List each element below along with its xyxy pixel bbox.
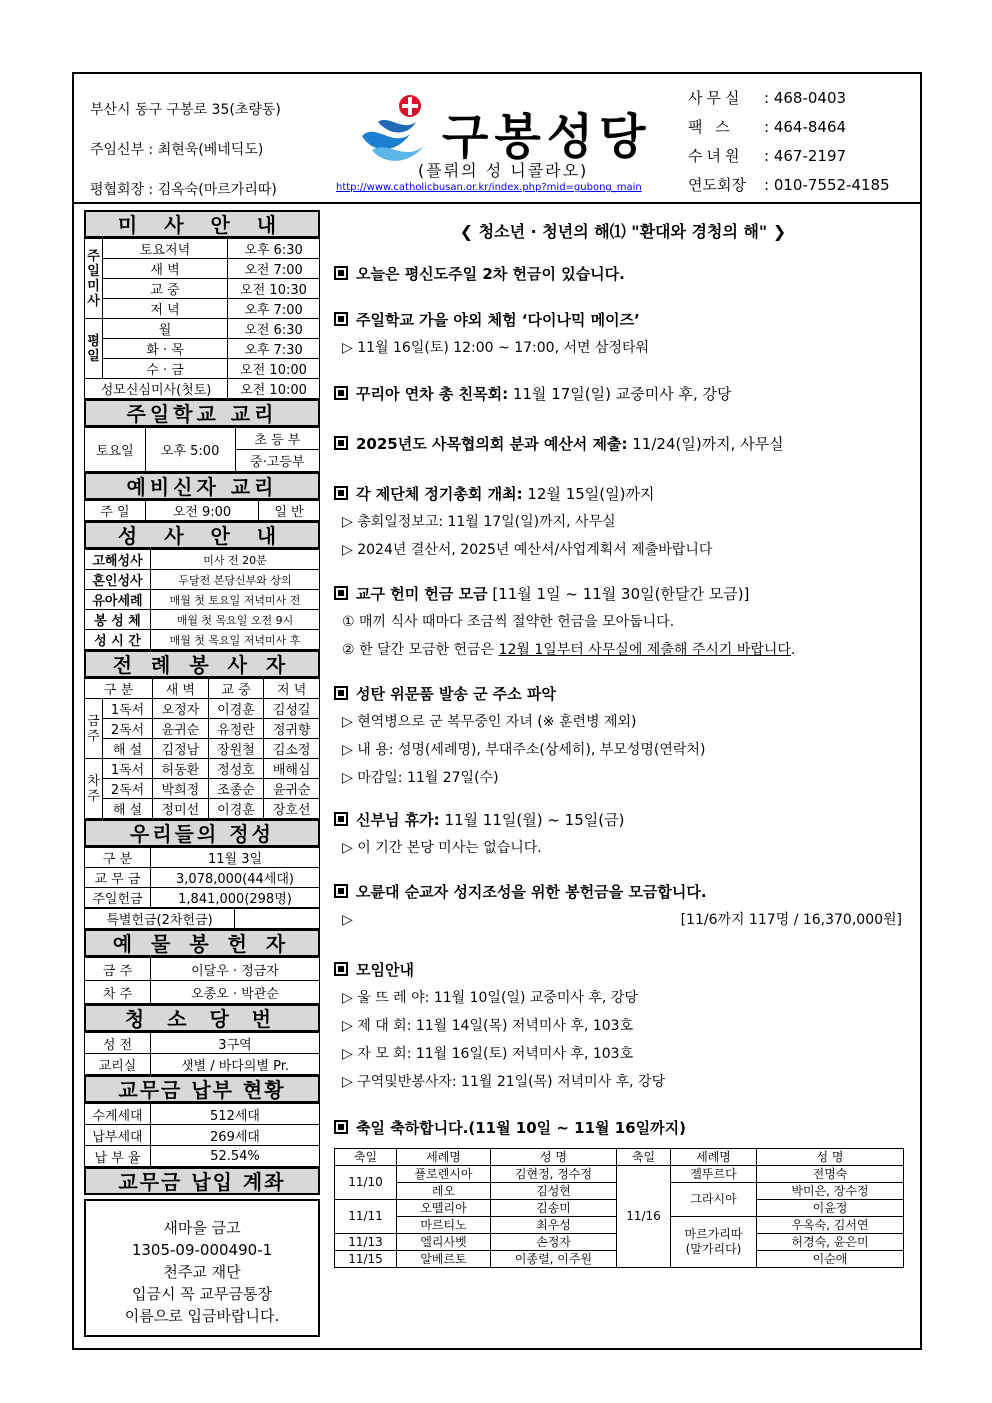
minister-name: 장호선 [264,799,320,819]
feast-names: 허경숙, 윤은미 [757,1234,904,1251]
feast-date: 11/15 [335,1251,397,1268]
minister-head: 저 녁 [264,679,320,699]
sacrament-name: 성 시 간 [85,630,151,650]
school-time: 오후 5:00 [145,428,235,472]
feast-head: 축일 [335,1149,397,1166]
sunday-school-title: 주일학교 교리 [84,399,320,427]
notice-budget: 2025년도 사목협의회 분과 예산서 제출: 11/24(일)까지, 사무실 [334,430,912,458]
feast-date: 11/13 [335,1234,397,1251]
catechumen-table [84,500,320,521]
contact-convent: 수녀원 : 467-2197 [688,147,847,165]
mass-time: 오전 10:00 [228,379,320,399]
mass-time: 오전 7:00 [228,259,320,279]
header [74,74,920,204]
minister-name: 정미선 [153,799,209,819]
dues-value: 52.54% [151,1146,320,1167]
minister-role: 1독서 [103,759,153,779]
special-offering-table [84,908,320,929]
ministers-table [84,678,320,819]
dues-value: 512세대 [151,1104,320,1125]
feast-date: 11/16 [617,1166,671,1268]
minister-role: 1독서 [103,699,153,719]
sacrament-title: 성 사 안 내 [84,521,320,549]
offering-label: 구 분 [85,848,151,868]
feast-names: 최우성 [491,1217,617,1234]
feast-saint: 레오 [397,1183,491,1200]
minister-name: 이경훈 [208,699,264,719]
minister-name: 허동환 [153,759,209,779]
gift-label: 차 주 [85,981,151,1004]
feast-saint: 젤뚜르다 [671,1166,757,1183]
minister-name: 김성길 [264,699,320,719]
account-number: 1305-09-000490-1 [131,1241,273,1259]
sacrament-desc: 두달전 본당신부와 상의 [151,570,320,590]
weekday-label: 평 일 [85,319,103,379]
bullet-icon [334,812,348,826]
feast-names: 김현정, 정수정 [491,1166,617,1183]
catechumen-title: 예비신자 교리 [84,472,320,500]
bullet-icon [334,486,348,500]
sacrament-name: 봉 성 체 [85,610,151,630]
feast-names: 이순애 [757,1251,904,1268]
offering-table [84,847,320,908]
contact-list [688,84,890,200]
notice-general-meeting: 각 제단체 정기총회 개최: 12월 15일(일)까지 ▷ 총회일정보고: 11월 17일(일)까지, 사무실 ▷ 2024년 결산서, 2025년 예산서/사업계획서 제출바랍니다 [334,480,912,564]
offering-label: 특별헌금(2차헌금) [85,909,235,929]
gift-value: 오종오 · 박관순 [151,981,320,1004]
this-week-label: 금 주 [85,699,103,759]
minister-name: 윤귀순 [153,719,209,739]
mass-name: 토요저녁 [103,239,228,259]
notice-priest-vacation: 신부님 휴가: 11월 11일(월) ~ 15일(금) ▷ 이 기간 본당 미사는 없습니다. [334,806,912,862]
feast-saint: 엘리사벳 [397,1234,491,1251]
feast-date: 11/10 [335,1166,397,1200]
feast-head: 성 명 [491,1149,617,1166]
offering-value: 1,841,000(298명) [151,888,320,908]
feast-names: 손정자 [491,1234,617,1251]
sunday-school-table [84,427,320,472]
school-level: 초 등 부 [235,428,319,450]
feast-names: 이종렬, 이주원 [491,1251,617,1268]
mass-table [84,238,320,399]
feast-names: 김송미 [491,1200,617,1217]
minister-role: 2독서 [103,719,153,739]
ministers-title: 전 례 봉 사 자 [84,650,320,678]
account-line: 이름으로 입금바랍니다. [124,1307,280,1325]
feast-head: 세례명 [671,1149,757,1166]
dues-table [84,1103,320,1167]
cleaning-label: 교리실 [85,1054,151,1075]
council-president: 평협회장 : 김옥숙(마르가리따) [90,182,277,198]
address: 부산시 동구 구봉로 35(초량동) [90,102,281,118]
offering-title: 우리들의 정성 [84,819,320,847]
feast-saint: 마르티노 [397,1217,491,1234]
mass-name: 저 녁 [103,299,228,319]
cleaning-title: 청 소 당 번 [84,1004,320,1032]
mass-name: 월 [103,319,228,339]
feast-names: 이윤정 [757,1200,904,1217]
catechumen-type: 일 반 [258,501,319,521]
mass-title: 미 사 안 내 [84,210,320,238]
feast-head: 성 명 [757,1149,904,1166]
dues-title: 교무금 납부 현황 [84,1075,320,1103]
minister-role: 2독서 [103,779,153,799]
dues-value: 269세대 [151,1125,320,1146]
sacrament-desc: 미사 전 20분 [151,550,320,570]
church-name: 구봉성당 [442,109,652,165]
sacrament-desc: 매월 첫 토요일 저녁미사 전 [151,590,320,610]
feast-saint: 플로렌시아 [397,1166,491,1183]
sacrament-table [84,549,320,650]
sacrament-desc: 매월 첫 목요일 오전 9시 [151,610,320,630]
mass-time: 오전 10:00 [228,359,320,379]
notice-shrine-fund: 오륜대 순교자 성지조성을 위한 봉헌금을 모금합니다. ▷ [11/6까지 117명 / 16,370,000원] [334,878,912,934]
mass-name: 수 · 금 [103,359,228,379]
cleaning-table [84,1032,320,1075]
school-level: 중·고등부 [235,450,319,472]
offering-value: 3,078,000(44세대) [151,868,320,888]
notice-military-address: 성탄 위문품 발송 군 주소 파악 ▷ 현역병으로 군 복무중인 자녀 (※ 훈련병 제외) ▷ 내 용: 성명(세례명), 부대주소(상세히), 부모성명(연락처) ▷ 마감일: 11월 27일(수) [334,680,912,792]
mass-time: 오후 7:00 [228,299,320,319]
minister-name: 장원철 [208,739,264,759]
mass-time: 오전 10:30 [228,279,320,299]
cleaning-value: 샛별 / 바다의별 Pr. [151,1054,320,1075]
minister-head: 구 분 [85,679,153,699]
minister-name: 김정남 [153,739,209,759]
minister-name: 정성호 [208,759,264,779]
sacrament-name: 유아세례 [85,590,151,610]
sacrament-name: 혼인성사 [85,570,151,590]
gift-table [84,957,320,1004]
feast-head: 축일 [617,1149,671,1166]
contact-funeral: 연도회장 : 010-7552-4185 [688,176,890,194]
bullet-icon [334,586,348,600]
header-info [90,90,281,210]
sacrament-desc: 매월 첫 목요일 저녁미사 후 [151,630,320,650]
feast-saint: 그라시아 [671,1183,757,1217]
minister-role: 해 설 [103,739,153,759]
year-theme: ❮ 청소년 · 청년의 해⑴ "환대와 경청의 해" ❯ [459,222,787,241]
mass-time: 오후 7:30 [228,339,320,359]
offering-label: 교 무 금 [85,868,151,888]
dues-label: 납 부 율 [85,1146,151,1167]
minister-name: 윤귀순 [264,779,320,799]
minister-head: 교 중 [208,679,264,699]
school-day: 토요일 [85,428,146,472]
minister-name: 유정란 [208,719,264,739]
cleaning-label: 성 전 [85,1033,151,1054]
bulletin-frame [72,72,922,1350]
mass-name: 새 벽 [103,259,228,279]
bullet-icon [334,312,348,326]
minister-name: 오정자 [153,699,209,719]
fund-status: [11/6까지 117명 / 16,370,000원] [680,912,902,928]
feast-table [334,1148,904,1268]
minister-name: 이경훈 [208,799,264,819]
feast-names: 김성현 [491,1183,617,1200]
mass-time: 오후 6:30 [228,239,320,259]
account-box [84,1199,320,1337]
sunday-label: 주 일 미 사 [85,239,103,319]
account-line: 새마을 금고 [163,1219,241,1237]
mass-name: 화 · 목 [103,339,228,359]
next-week-label: 차 주 [85,759,103,819]
sacrament-name: 고해성사 [85,550,151,570]
gift-title: 예 물 봉 헌 자 [84,929,320,957]
notice-sunday-school-trip: 주일학교 가을 야외 체험 ‘다이나믹 메이즈’ ▷ 11월 16일(토) 12:00 ~ 17:00, 서면 삼정타워 [334,306,912,362]
notice-rice-offering: 교구 헌미 헌금 모금 [11월 1일 ~ 11월 30일(한달간 모금)] ① 매끼 식사 때마다 조금씩 절약한 헌금을 모아둡니다. ② 한 달간 모금한 헌금은 12월 1일부터 사무실에 제출해 주시기 바랍니다. [334,580,912,664]
account-line: 입금시 꼭 교무금통장 [132,1285,272,1303]
patron-saint: (플뤼의 성 니콜라오) [418,161,589,180]
gift-label: 금 주 [85,958,151,981]
minister-name: 김소정 [264,739,320,759]
mass-name: 성모신심미사(첫토) [85,379,228,399]
mass-time: 오전 6:30 [228,319,320,339]
notices-column [334,214,912,1268]
account-title: 교무금 납입 계좌 [84,1167,320,1195]
feast-names: 박미은, 장수정 [757,1183,904,1200]
notice-meetings: 모임안내 ▷ 울 뜨 레 야: 11월 10일(일) 교중미사 후, 강당 ▷ 제 대 회: 11월 14일(목) 저녁미사 후, 103호 ▷ 자 모 회: 11월 16일(토) 저녁미사 후, 103호 ▷ 구역및반봉사자: 11월 21일(목) 저녁미사 후, 강당 [334,956,912,1096]
feast-saint: 오뗄리아 [397,1200,491,1217]
website-link[interactable]: http://www.catholicbusan.or.kr/index.php?mid=gubong_main [336,182,642,193]
catechumen-day: 주 일 [85,501,146,521]
feast-saint: 알베르토 [397,1251,491,1268]
bullet-icon [334,962,348,976]
feast-names: 우옥숙, 김서연 [757,1217,904,1234]
minister-name: 조종순 [208,779,264,799]
offering-value [235,909,320,929]
church-emblem-icon [358,92,436,164]
contact-office: 사무실 : 468-0403 [688,89,847,107]
bullet-icon [334,884,348,898]
cleaning-value: 3구역 [151,1033,320,1054]
bullet-icon [334,266,348,280]
offering-value: 11월 3일 [151,848,320,868]
feast-names: 전명숙 [757,1166,904,1183]
church-logo [336,88,676,198]
account-line: 천주교 재단 [163,1263,241,1281]
notice-second-collection: 오늘은 평신도주일 2차 헌금이 있습니다. [334,260,912,288]
offering-label: 주일헌금 [85,888,151,908]
mass-name: 교 중 [103,279,228,299]
dues-label: 납부세대 [85,1125,151,1146]
notice-feast-days: 축일 축하합니다.(11월 10일 ~ 11월 16일까지) [334,1114,912,1142]
bullet-icon [334,686,348,700]
pastor: 주임신부 : 최현욱(베네딕도) [90,142,264,158]
minister-name: 정귀향 [264,719,320,739]
minister-role: 해 설 [103,799,153,819]
dues-label: 수계세대 [85,1104,151,1125]
gift-value: 이달우 · 정금자 [151,958,320,981]
bullet-icon [334,386,348,400]
left-column [84,210,320,1337]
minister-name: 박희정 [153,779,209,799]
catechumen-time: 오전 9:00 [145,501,258,521]
bullet-icon [334,436,348,450]
bullet-icon [334,1120,348,1134]
minister-head: 새 벽 [153,679,209,699]
notice-curia: 꾸리아 연차 총 친목회: 11월 17일(일) 교중미사 후, 강당 [334,380,912,408]
feast-saint: 마르가리따 (말가리다) [671,1217,757,1268]
contact-fax: 팩 스 : 464-8464 [688,118,847,136]
feast-date: 11/11 [335,1200,397,1234]
feast-head: 세례명 [397,1149,491,1166]
minister-name: 배해심 [264,759,320,779]
